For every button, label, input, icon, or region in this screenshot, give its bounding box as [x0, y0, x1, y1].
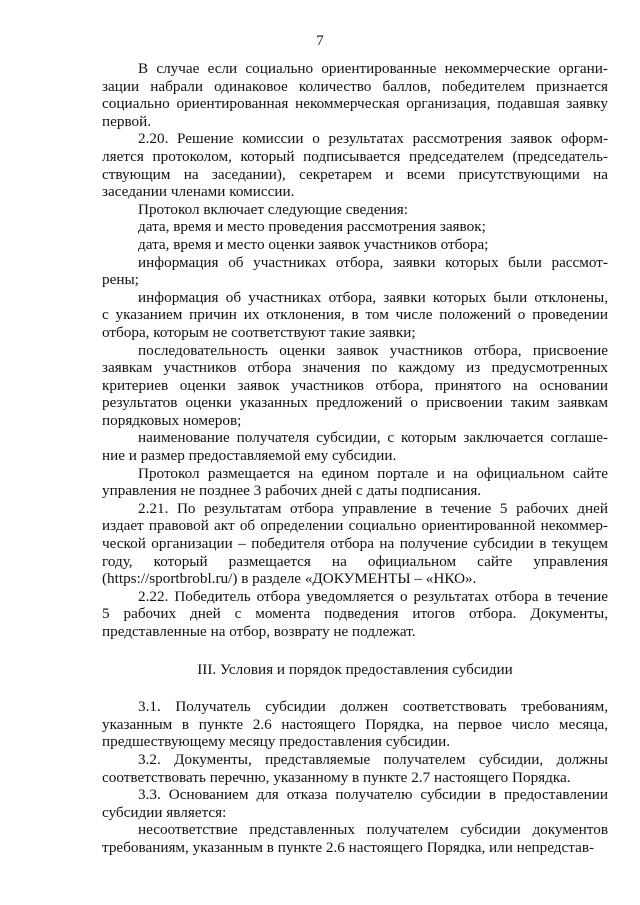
- text-line: представленные на отбор, возврату не подлежат.: [102, 623, 416, 640]
- text-line: ческой организации – победителя отбора на получение субсидии в текущем: [102, 535, 608, 553]
- text-line: 2.21. По результатам отбора управление в течение 5 рабочих дней: [138, 499, 608, 517]
- text-line: 3.3. Основанием для отказа получателю субсидии в предоставлении: [138, 786, 608, 804]
- text-line: предшествующему месяцу предоставления субсидии.: [102, 733, 451, 751]
- paragraph: [102, 342, 608, 430]
- text-line: с указанием причин их отклонения, в том числе положений о проведении: [102, 306, 608, 324]
- text-line: издает правовой акт об определении социально ориентированной некоммер-: [102, 517, 608, 535]
- text-line: 2.20. Решение комиссии о результатах рассмотрения заявок оформ-: [138, 130, 608, 148]
- text-line: В случае если социально ориентированные некоммерческие органи-: [138, 60, 608, 77]
- text-line: 3.2. Документы, представляемые получателем субсидии, должны: [138, 750, 608, 768]
- text-line: дата, время и место оценки заявок участников отбора;: [138, 235, 489, 253]
- text-line: 3.1. Получатель субсидии должен соответствовать требованиям,: [138, 698, 608, 716]
- text-line: рены;: [102, 271, 139, 289]
- paragraph: [102, 500, 608, 588]
- text-line: несоответствие представленных получателем субсидии документов: [138, 821, 608, 839]
- paragraph: [102, 751, 608, 786]
- text-line: критериев оценки заявок участников отбора, принятого на основании: [102, 376, 608, 394]
- paragraph: [102, 289, 608, 342]
- text-line: указанным в пункте 2.6 настоящего Порядка, на первое число месяца,: [102, 715, 608, 733]
- text-line: наименование получателя субсидии, с которым заключается соглаше-: [138, 429, 608, 447]
- text-line: Протокол включает следующие сведения:: [138, 200, 408, 218]
- paragraph: [102, 588, 608, 641]
- text-line: зации набрали одинаковое количество баллов, победителем признается: [102, 77, 608, 95]
- text-line: требованиям, указанным в пункте 2.6 настоящего Порядка, или непредстав-: [102, 838, 595, 856]
- text-line: отбора, которым не соответствуют такие заявки;: [102, 323, 416, 341]
- spacer: [102, 678, 608, 698]
- text-line: последовательность оценки заявок участников отбора, присвоение: [138, 341, 608, 359]
- paragraph: [102, 254, 608, 289]
- text-line: управления не позднее 3 рабочих дней с даты подписания.: [102, 482, 482, 500]
- text-line: (https://sportbrobl.ru/) в разделе «ДОКУМЕНТЫ – «НКО».: [102, 570, 477, 588]
- text-line: порядковых номеров;: [102, 411, 242, 429]
- text-line: информация об участниках отбора, заявки которых были рассмот-: [138, 253, 608, 271]
- paragraph: [102, 201, 608, 219]
- section-heading: [102, 661, 608, 679]
- text-line: ствующим на заседании), секретарем и всеми присутствующими на: [102, 165, 608, 183]
- text-line: социально ориентированная некоммерческая организация, подавшая заявку: [102, 95, 608, 113]
- document-body: [102, 60, 608, 857]
- text-line: заявкам участников отбора значения по каждому из предусмотренных: [102, 359, 608, 377]
- paragraph: [102, 821, 608, 856]
- paragraph: [102, 698, 608, 751]
- paragraph: [102, 465, 608, 500]
- text-line: результатов оценки указанных предложений о присвоении таким заявкам: [102, 394, 608, 412]
- text-line: дата, время и место проведения рассмотрения заявок;: [138, 218, 486, 236]
- paragraph: [102, 236, 608, 254]
- text-line: субсидии является:: [102, 803, 227, 821]
- text-line: соответствовать перечню, указанному в пункте 2.7 настоящего Порядка.: [102, 768, 571, 786]
- heading-line: III. Условия и порядок предоставления субсидии: [197, 660, 513, 678]
- text-line: заседании членами комиссии.: [102, 183, 295, 201]
- paragraph: [102, 429, 608, 464]
- text-line: Протокол размещается на едином портале и на официальном сайте: [138, 464, 608, 482]
- text-line: ляется протоколом, который подписывается председателем (председатель-: [102, 147, 608, 165]
- paragraph: [102, 218, 608, 236]
- text-line: информация об участниках отбора, заявки которых были отклонены,: [138, 288, 608, 306]
- text-line: первой.: [102, 112, 152, 130]
- paragraph: [102, 130, 608, 200]
- spacer: [102, 641, 608, 661]
- paragraph: [102, 786, 608, 821]
- text-line: ние и размер предоставляемой ему субсидии.: [102, 447, 397, 465]
- text-line: году, который размещается на официальном сайте управления: [102, 552, 608, 570]
- text-line: 5 рабочих дней с момента подведения итогов отбора. Документы,: [102, 605, 608, 623]
- paragraph: [102, 60, 608, 130]
- text-line: 2.22. Победитель отбора уведомляется о результатах отбора в течение: [138, 587, 608, 605]
- page-number: 7: [316, 33, 324, 49]
